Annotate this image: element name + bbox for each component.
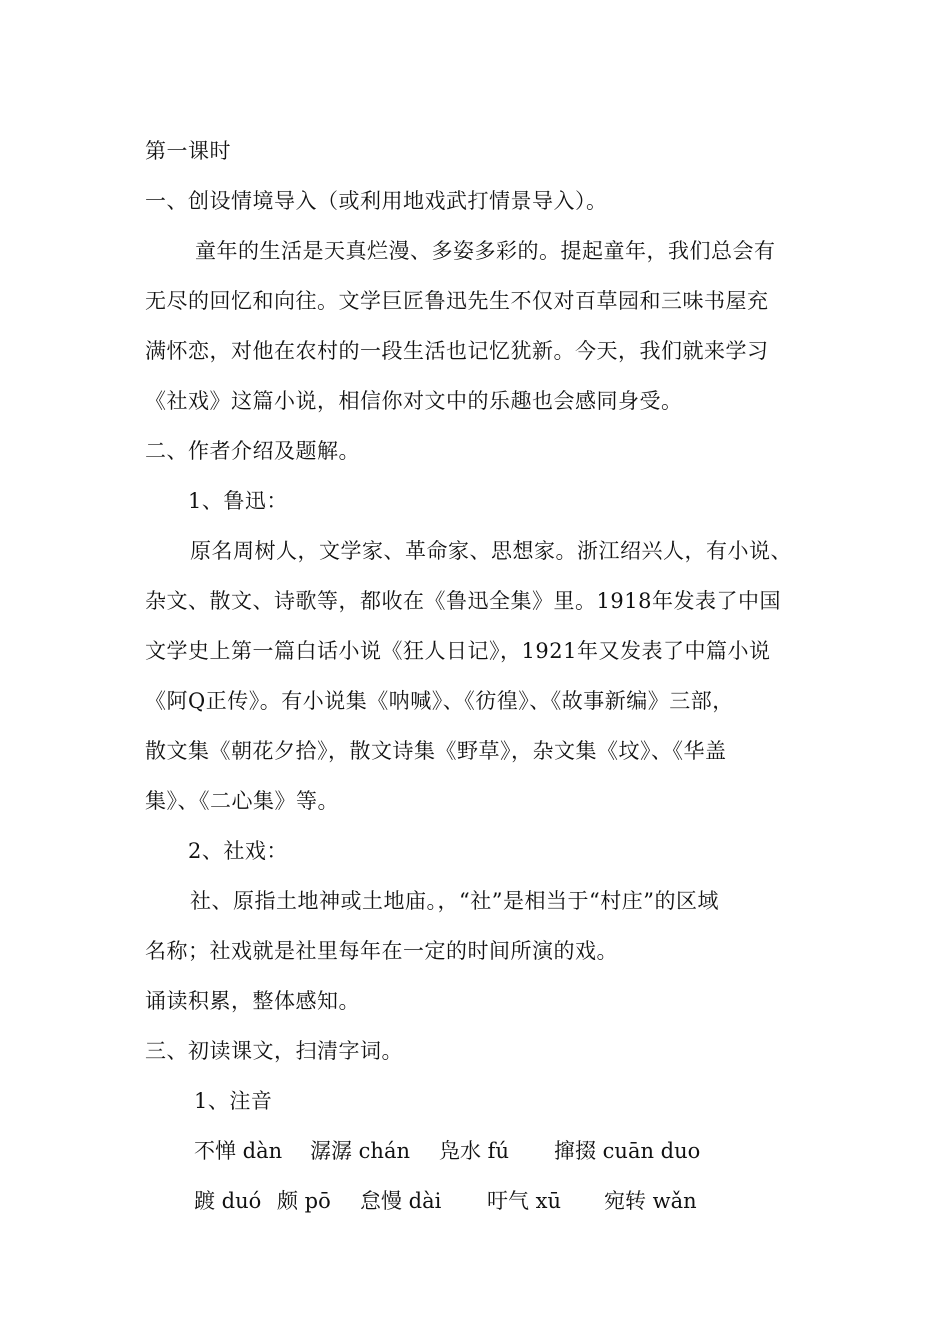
author-label: 1、鲁迅： (188, 489, 288, 513)
author-line-4: 《阿Q正传》。有小说集《呐喊》、《彷徨》、《故事新编》三部， (145, 689, 734, 713)
pinyin-item: 撺掇 cuān duo (554, 1139, 701, 1163)
pinyin-item: 踱 duó (194, 1189, 262, 1213)
pinyin-item: 凫水 fú (439, 1139, 509, 1163)
pinyin-item: 颇 pō (277, 1189, 331, 1213)
title-label: 2、社戏： (188, 839, 288, 863)
author-line-3: 文学史上第一篇白话小说《狂人日记》，1921年又发表了中篇小说 (145, 639, 771, 663)
section3-heading: 三、初读课文，扫清字词。 (145, 1039, 403, 1063)
title-line-2: 名称；社戏就是社里每年在一定的时间所演的戏。 (145, 939, 618, 963)
reading-line: 诵读积累，整体感知。 (145, 989, 360, 1013)
pinyin-item: 不惮 dàn (194, 1139, 283, 1163)
author-line-6: 集》、《二心集》等。 (145, 789, 339, 813)
pinyin-item: 潺潺 chán (310, 1139, 411, 1163)
intro-line-4: 《社戏》这篇小说，相信你对文中的乐趣也会感同身受。 (145, 389, 683, 413)
author-line-5: 散文集《朝花夕拾》，散文诗集《野草》，杂文集《坟》、《华盖 (145, 739, 727, 763)
intro-line-3: 满怀恋，对他在农村的一段生活也记忆犹新。今天，我们就来学习 (145, 339, 769, 363)
author-line-1: 原名周树人，文学家、革命家、思想家。浙江绍兴人，有小说、 (190, 539, 792, 563)
author-line-2: 杂文、散文、诗歌等，都收在《鲁迅全集》里。1918年发表了中国 (145, 589, 781, 613)
section2-heading: 二、作者介绍及题解。 (145, 439, 360, 463)
phonetic-label: 1、注音 (194, 1089, 273, 1113)
pinyin-item: 吁气 xū (487, 1189, 562, 1213)
pinyin-item: 宛转 wǎn (604, 1189, 697, 1213)
intro-line-1: 童年的生活是天真烂漫、多姿多彩的。提起童年，我们总会有 (195, 239, 776, 263)
lesson-title: 第一课时 (145, 139, 231, 163)
intro-line-2: 无尽的回忆和向往。文学巨匠鲁迅先生不仅对百草园和三味书屋充 (145, 289, 769, 313)
section1-heading: 一、创设情境导入（或利用地戏武打情景导入）。 (145, 189, 608, 213)
title-line-1: 社、原指土地神或土地庙。，“社”是相当于“村庄”的区域 (190, 889, 719, 913)
pinyin-item: 怠慢 dài (360, 1189, 442, 1213)
